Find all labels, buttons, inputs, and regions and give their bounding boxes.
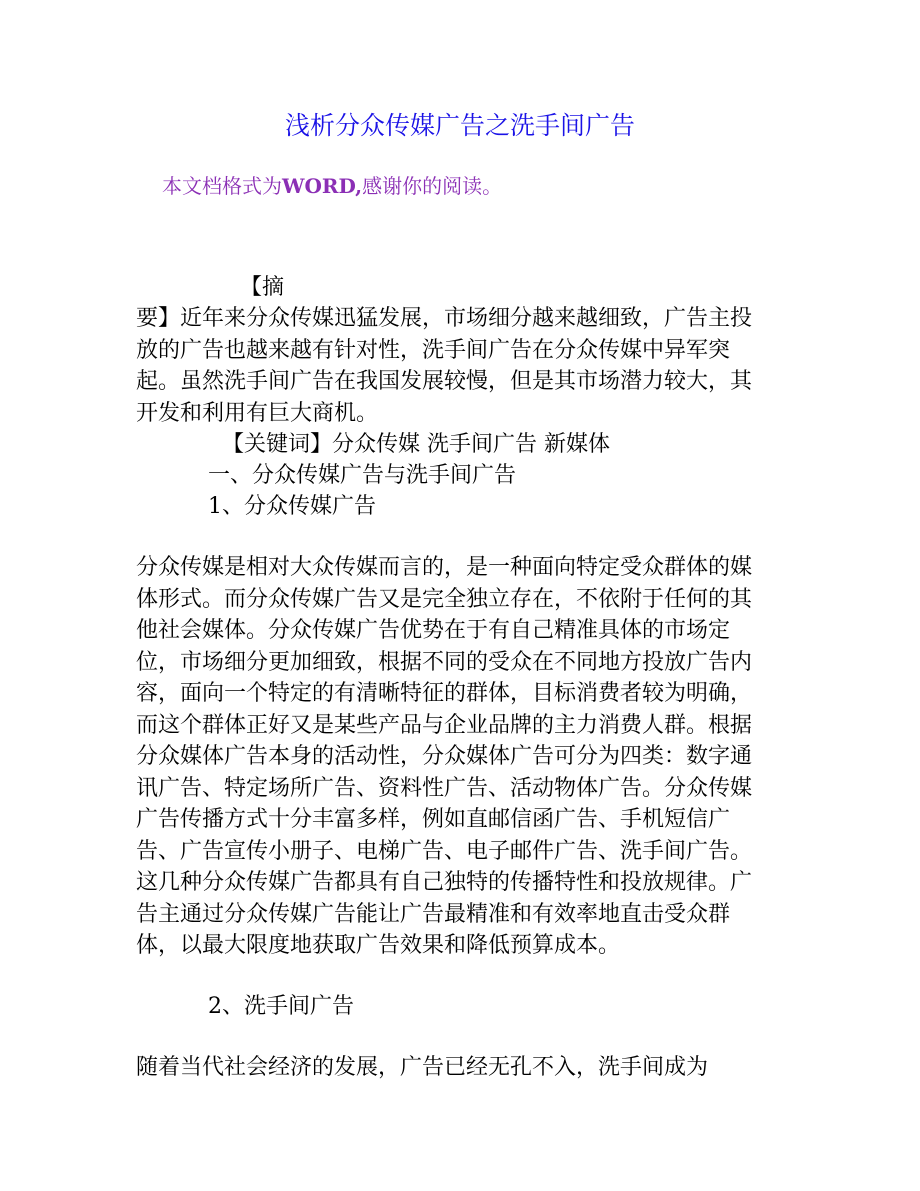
abstract-paragraph: 要】近年来分众传媒迅猛发展，市场细分越来越细致，广告主投放的广告也越来越有针对性，洗手间广告在分众传媒中异军突起。虽然洗手间广告在我国发展较慢，但是其市场潜力较大，其开发和利用有巨大商机。	[136, 306, 753, 426]
section-heading-1: 一、分众传媒广告与洗手间广告	[208, 463, 517, 488]
paragraph-1: 分众传媒是相对大众传媒而言的，是一种面向特定受众群体的媒体形式。而分众传媒广告又是完全独立存在，不依附于任何的其他社会媒体。分众传媒广告优势在于有自己精准具体的市场定位，市场细分更加细致，根据不同的受众在不同地方投放广告内容，面向一个特定的有清晰特征的群体，目标消费者较为明确，而这个群体正好又是某些产品与企业品牌的主力消费人群。根据分众媒体广告本身的活动性，分众媒体广告可分为四类：数字通讯广告、特定场所广告、资料性广告、活动物体广告。分众传媒广告传播方式十分丰富多样，例如直邮信函广告、手机短信广告、广告宣传小册子、电梯广告、电子邮件广告、洗手间广告。这几种分众传媒广告都具有自己独特的传播特性和投放规律。广告主通过分众传媒广告能让广告最精准和有效率地直击受众群体，以最大限度地获取广告效果和降低预算成本。	[136, 555, 753, 958]
document-title: 浅析分众传媒广告之洗手间广告	[284, 111, 635, 140]
subsection-heading-2: 2、洗手间广告	[208, 994, 354, 1019]
format-notice	[162, 170, 502, 199]
format-notice-suffix: 感谢你的阅读。	[362, 174, 503, 198]
abstract-heading: 【摘	[240, 275, 285, 300]
format-notice-bold: WORD,	[282, 174, 363, 198]
subsection-heading-1: 1、分众传媒广告	[208, 494, 376, 519]
keywords-line: 【关键词】分众传媒 洗手间广告 新媒体	[222, 432, 610, 457]
paragraph-2: 随着当代社会经济的发展，广告已经无孔不入，洗手间成为	[136, 1055, 709, 1080]
format-notice-prefix: 本文档格式为	[162, 174, 282, 198]
